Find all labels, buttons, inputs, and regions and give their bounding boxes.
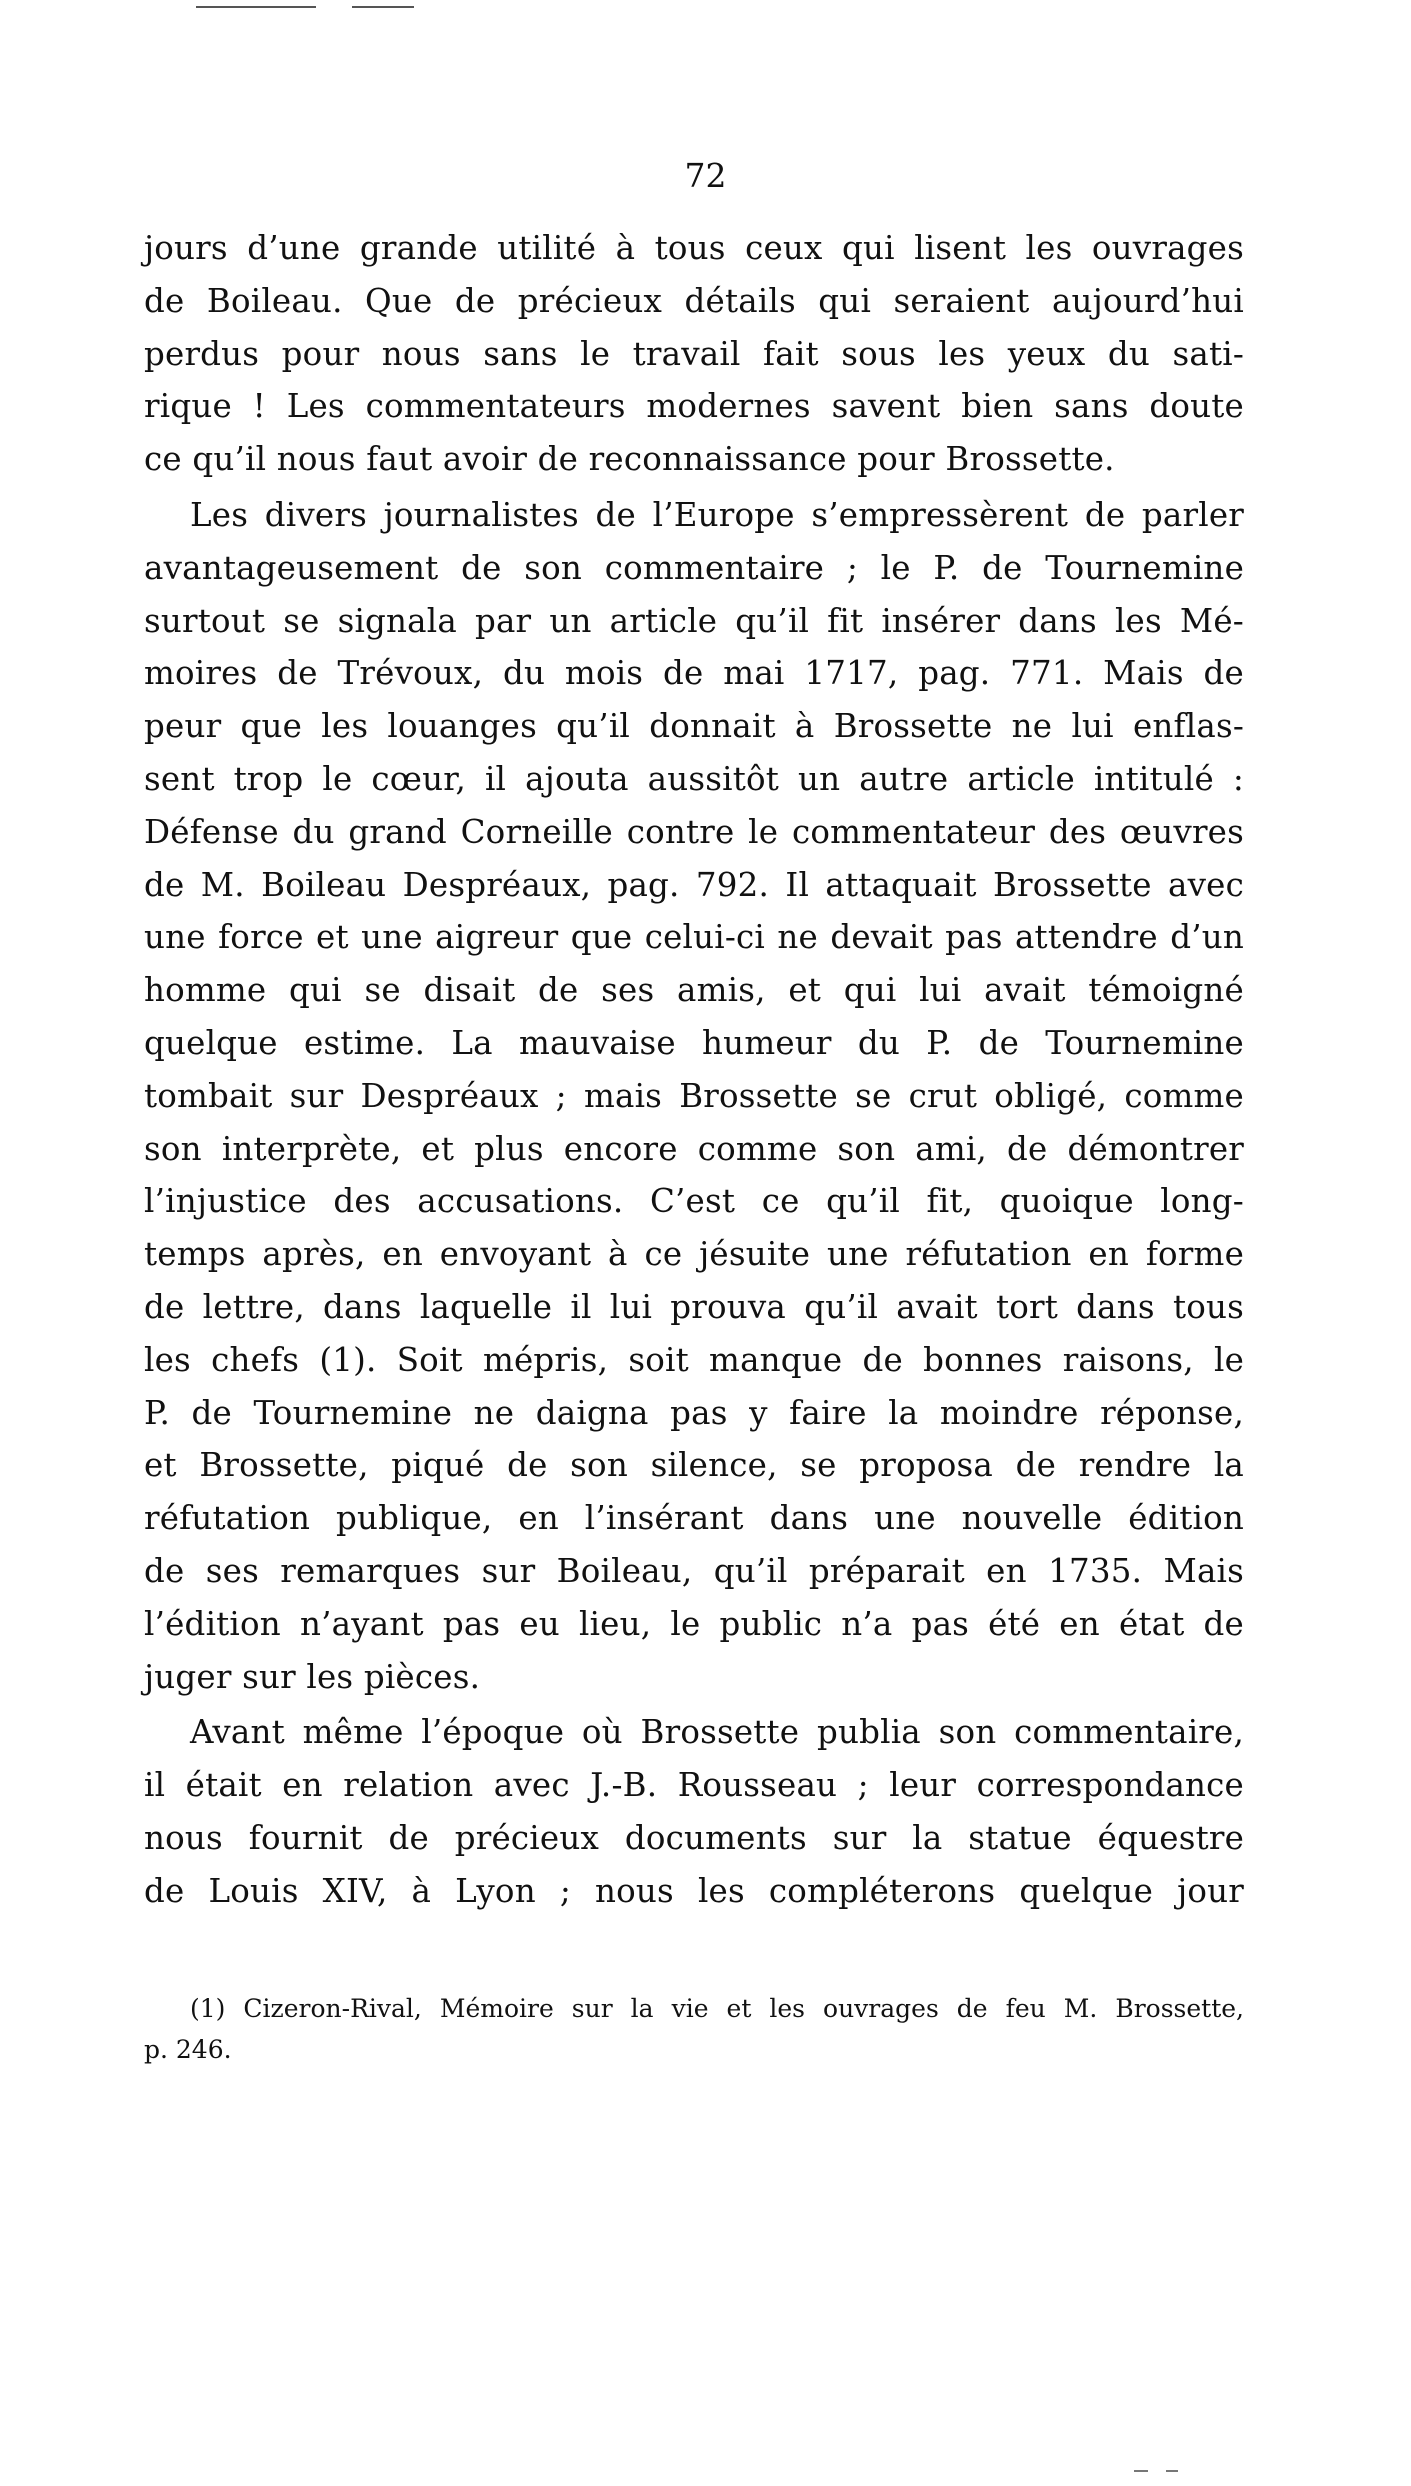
text-line: nous fournit de précieux documents sur la statue équestre	[144, 1818, 1244, 1857]
text-line: une force et une aigreur que celui-ci ne devait pas attendre d’un	[144, 918, 1244, 957]
text-line: sent trop le cœur, il ajouta aussitôt un autre article intitulé :	[144, 759, 1244, 798]
text-line: ce qu’il nous faut avoir de reconnaissance pour Brossette.	[144, 440, 1115, 479]
footnote-line: p. 246.	[144, 2035, 232, 2064]
text-line: quelque estime. La mauvaise humeur du P. de Tournemine	[144, 1023, 1244, 1062]
top-rule	[352, 6, 414, 8]
text-line: peur que les louanges qu’il donnait à Brossette ne lui enflas-	[144, 707, 1244, 746]
text-line: l’édition n’ayant pas eu lieu, le public n’a pas été en état de	[144, 1604, 1244, 1643]
bottom-mark	[1166, 2470, 1178, 2472]
text-line: Avant même l’époque où Brossette publia son commentaire,	[190, 1713, 1244, 1752]
body-text	[144, 222, 1244, 1921]
text-line: moires de Trévoux, du mois de mai 1717, pag. 771. Mais de	[144, 654, 1244, 693]
text-line: jours d’une grande utilité à tous ceux qui lisent les ouvrages	[144, 229, 1244, 267]
text-line: de Louis XIV, à Lyon ; nous les compléterons quelque jour	[144, 1871, 1244, 1910]
top-rule	[196, 6, 316, 8]
paragraph-2	[144, 489, 1244, 1703]
text-line: rique ! Les commentateurs modernes savent bien sans doute	[144, 387, 1244, 426]
text-line: perdus pour nous sans le travail fait sous les yeux du sati-	[144, 334, 1244, 373]
text-line: avantageusement de son commentaire ; le P. de Tournemine	[144, 548, 1244, 587]
text-line: P. de Tournemine ne daigna pas y faire la moindre réponse,	[144, 1393, 1244, 1432]
text-line: temps après, en envoyant à ce jésuite une réfutation en forme	[144, 1235, 1244, 1274]
text-line: il était en relation avec J.-B. Rousseau ; leur correspondance	[144, 1766, 1244, 1805]
text-line: son interprète, et plus encore comme son ami, de démontrer	[144, 1129, 1244, 1168]
text-line: et Brossette, piqué de son silence, se proposa de rendre la	[144, 1446, 1244, 1485]
footnote-line: (1) Cizeron-Rival, Mémoire sur la vie et les ouvrages de feu M. Brossette,	[190, 1994, 1244, 2023]
text-line: de M. Boileau Despréaux, pag. 792. Il attaquait Brossette avec	[144, 865, 1244, 904]
text-line: juger sur les pièces.	[144, 1657, 481, 1696]
text-line: réfutation publique, en l’insérant dans une nouvelle édition	[144, 1499, 1244, 1538]
bottom-mark	[1134, 2470, 1148, 2472]
text-line: de Boileau. Que de précieux détails qui seraient aujourd’hui	[144, 281, 1244, 320]
text-line: tombait sur Despréaux ; mais Brossette se crut obligé, comme	[144, 1076, 1244, 1115]
text-line: les chefs (1). Soit mépris, soit manque de bonnes raisons, le	[144, 1340, 1244, 1379]
page-number: 72	[684, 156, 727, 195]
text-line: l’injustice des accusations. C’est ce qu’il fit, quoique long-	[144, 1182, 1244, 1221]
text-line: Défense du grand Corneille contre le commentateur des œuvres	[144, 812, 1244, 851]
footnote	[144, 1988, 1244, 2070]
text-line: Les divers journalistes de l’Europe s’empressèrent de parler	[190, 495, 1244, 534]
paragraph-3	[144, 1706, 1244, 1917]
text-line: homme qui se disait de ses amis, et qui lui avait témoigné	[144, 971, 1244, 1010]
text-line: de ses remarques sur Boileau, qu’il préparait en 1735. Mais	[144, 1551, 1244, 1590]
text-line: de lettre, dans laquelle il lui prouva qu’il avait tort dans tous	[144, 1287, 1244, 1326]
paragraph-1	[144, 222, 1244, 486]
text-line: surtout se signala par un article qu’il fit insérer dans les Mé-	[144, 601, 1244, 640]
